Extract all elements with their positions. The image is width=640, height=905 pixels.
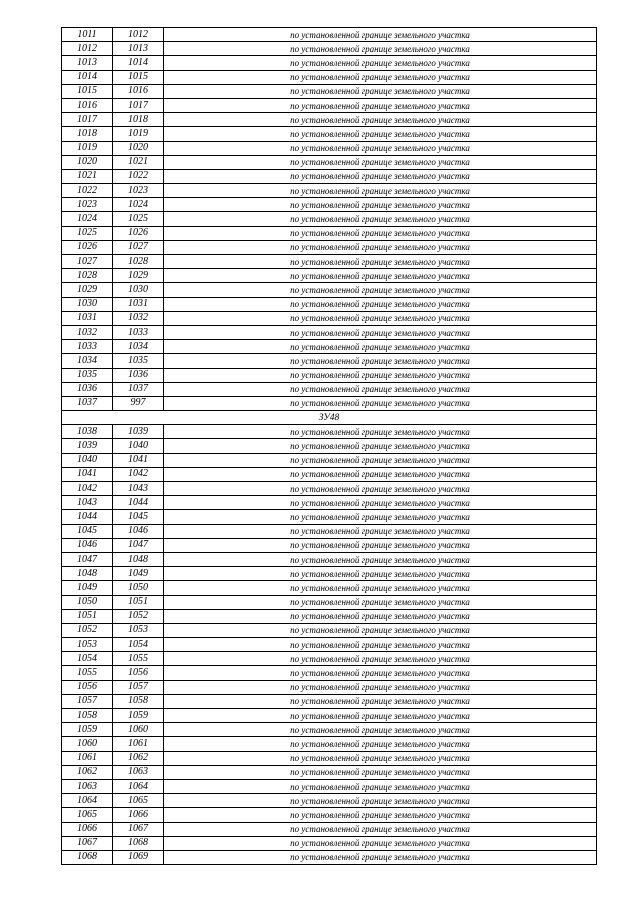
point-from-cell: 1023	[62, 198, 113, 212]
point-from-cell: 1046	[62, 538, 113, 552]
point-from-cell: 1040	[62, 453, 113, 467]
boundary-description-cell: по установленной границе земельного участка	[164, 638, 597, 652]
point-from-cell: 1033	[62, 340, 113, 354]
table-row	[62, 453, 597, 467]
point-to-cell: 1024	[113, 198, 164, 212]
point-from-cell: 1035	[62, 368, 113, 382]
point-from-cell: 1045	[62, 524, 113, 538]
point-to-cell: 1053	[113, 623, 164, 637]
table-row	[62, 425, 597, 439]
boundary-description-cell: по установленной границе земельного участка	[164, 524, 597, 538]
table-row	[62, 382, 597, 396]
point-from-cell: 1066	[62, 822, 113, 836]
table-row	[62, 524, 597, 538]
table-row	[62, 482, 597, 496]
boundary-description-cell: по установленной границе земельного участка	[164, 240, 597, 254]
point-from-cell: 1041	[62, 467, 113, 481]
boundary-description-cell: по установленной границе земельного участка	[164, 709, 597, 723]
point-to-cell: 1048	[113, 552, 164, 566]
point-to-cell: 1044	[113, 496, 164, 510]
table-row	[62, 340, 597, 354]
point-from-cell: 1021	[62, 169, 113, 183]
point-to-cell: 1013	[113, 42, 164, 56]
point-to-cell: 1020	[113, 141, 164, 155]
boundary-description-cell: по установленной границе земельного участка	[164, 836, 597, 850]
boundary-description-cell: по установленной границе земельного участка	[164, 283, 597, 297]
table-row	[62, 680, 597, 694]
point-from-cell: 1028	[62, 269, 113, 283]
point-to-cell: 1069	[113, 850, 164, 864]
point-from-cell: 1047	[62, 552, 113, 566]
boundary-description-cell: по установленной границе земельного участка	[164, 794, 597, 808]
boundary-description-cell: по установленной границе земельного участка	[164, 56, 597, 70]
boundary-description-cell: по установленной границе земельного участка	[164, 482, 597, 496]
table-row	[62, 269, 597, 283]
boundary-description-cell: по установленной границе земельного участка	[164, 368, 597, 382]
boundary-description-cell: по установленной границе земельного участка	[164, 311, 597, 325]
boundary-description-cell: по установленной границе земельного участка	[164, 255, 597, 269]
point-to-cell: 1025	[113, 212, 164, 226]
point-from-cell: 1026	[62, 240, 113, 254]
table-row	[62, 169, 597, 183]
table-row	[62, 709, 597, 723]
point-from-cell: 1032	[62, 325, 113, 339]
point-to-cell: 1056	[113, 666, 164, 680]
point-to-cell: 1045	[113, 510, 164, 524]
point-to-cell: 1066	[113, 808, 164, 822]
boundary-description-cell: по установленной границе земельного участка	[164, 169, 597, 183]
point-to-cell: 1018	[113, 113, 164, 127]
table-row	[62, 595, 597, 609]
table-row	[62, 184, 597, 198]
boundary-description-cell: по установленной границе земельного участка	[164, 779, 597, 793]
table-row	[62, 822, 597, 836]
point-from-cell: 1013	[62, 56, 113, 70]
point-from-cell: 1015	[62, 84, 113, 98]
point-from-cell: 1042	[62, 482, 113, 496]
boundary-description-cell: по установленной границе земельного участка	[164, 184, 597, 198]
boundary-description-cell: по установленной границе земельного участка	[164, 737, 597, 751]
point-from-cell: 1017	[62, 113, 113, 127]
point-from-cell: 1055	[62, 666, 113, 680]
point-from-cell: 1014	[62, 70, 113, 84]
table-row	[62, 496, 597, 510]
point-from-cell: 1068	[62, 850, 113, 864]
table-row	[62, 226, 597, 240]
point-from-cell: 1049	[62, 581, 113, 595]
point-to-cell: 1017	[113, 98, 164, 112]
table-row	[62, 155, 597, 169]
section-header-row	[62, 411, 597, 425]
table-body	[62, 28, 597, 865]
point-to-cell: 1051	[113, 595, 164, 609]
boundary-points-table	[61, 27, 597, 865]
point-from-cell: 1065	[62, 808, 113, 822]
point-to-cell: 1058	[113, 694, 164, 708]
boundary-description-cell: по установленной границе земельного участка	[164, 609, 597, 623]
point-to-cell: 1014	[113, 56, 164, 70]
point-to-cell: 1022	[113, 169, 164, 183]
table-row	[62, 666, 597, 680]
table-row	[62, 737, 597, 751]
boundary-description-cell: по установленной границе земельного участка	[164, 425, 597, 439]
point-from-cell: 1019	[62, 141, 113, 155]
boundary-description-cell: по установленной границе земельного участка	[164, 694, 597, 708]
table-row	[62, 354, 597, 368]
point-to-cell: 1047	[113, 538, 164, 552]
boundary-description-cell: по установленной границе земельного участка	[164, 822, 597, 836]
table-row	[62, 212, 597, 226]
point-from-cell: 1053	[62, 638, 113, 652]
table-row	[62, 325, 597, 339]
table-row	[62, 84, 597, 98]
boundary-description-cell: по установленной границе земельного участка	[164, 439, 597, 453]
boundary-description-cell: по установленной границе земельного участка	[164, 467, 597, 481]
point-to-cell: 1061	[113, 737, 164, 751]
table-row	[62, 255, 597, 269]
table-row	[62, 751, 597, 765]
table-row	[62, 396, 597, 410]
table-row	[62, 794, 597, 808]
boundary-description-cell: по установленной границе земельного участка	[164, 198, 597, 212]
point-from-cell: 1054	[62, 652, 113, 666]
table-row	[62, 467, 597, 481]
point-to-cell: 1023	[113, 184, 164, 198]
point-from-cell: 1012	[62, 42, 113, 56]
point-from-cell: 1058	[62, 709, 113, 723]
boundary-description-cell: по установленной границе земельного участка	[164, 212, 597, 226]
point-to-cell: 1012	[113, 28, 164, 42]
boundary-description-cell: по установленной границе земельного участка	[164, 765, 597, 779]
point-to-cell: 1064	[113, 779, 164, 793]
table-row	[62, 311, 597, 325]
table-row	[62, 42, 597, 56]
table-row	[62, 723, 597, 737]
point-to-cell: 1067	[113, 822, 164, 836]
boundary-description-cell: по установленной границе земельного участка	[164, 226, 597, 240]
point-from-cell: 1051	[62, 609, 113, 623]
boundary-description-cell: по установленной границе земельного участка	[164, 623, 597, 637]
boundary-description-cell: по установленной границе земельного участка	[164, 453, 597, 467]
point-to-cell: 1019	[113, 127, 164, 141]
table-row	[62, 113, 597, 127]
table-row	[62, 510, 597, 524]
point-to-cell: 1062	[113, 751, 164, 765]
point-to-cell: 1026	[113, 226, 164, 240]
point-to-cell: 1057	[113, 680, 164, 694]
point-from-cell: 1056	[62, 680, 113, 694]
point-from-cell: 1044	[62, 510, 113, 524]
point-from-cell: 1039	[62, 439, 113, 453]
boundary-description-cell: по установленной границе земельного участка	[164, 113, 597, 127]
point-to-cell: 1049	[113, 567, 164, 581]
boundary-description-cell: по установленной границе земельного участка	[164, 127, 597, 141]
table-row	[62, 609, 597, 623]
table-row	[62, 850, 597, 864]
point-to-cell: 1021	[113, 155, 164, 169]
point-to-cell: 1063	[113, 765, 164, 779]
table-row	[62, 439, 597, 453]
boundary-description-cell: по установленной границе земельного участка	[164, 552, 597, 566]
boundary-description-cell: по установленной границе земельного участка	[164, 269, 597, 283]
boundary-description-cell: по установленной границе земельного участка	[164, 680, 597, 694]
table-row	[62, 240, 597, 254]
section-title: ЗУ48	[62, 411, 597, 425]
table-row	[62, 70, 597, 84]
boundary-description-cell: по установленной границе земельного участка	[164, 382, 597, 396]
point-to-cell: 1040	[113, 439, 164, 453]
boundary-description-cell: по установленной границе земельного участка	[164, 808, 597, 822]
boundary-description-cell: по установленной границе земельного участка	[164, 354, 597, 368]
point-from-cell: 1034	[62, 354, 113, 368]
point-from-cell: 1036	[62, 382, 113, 396]
point-from-cell: 1027	[62, 255, 113, 269]
point-to-cell: 1068	[113, 836, 164, 850]
boundary-description-cell: по установленной границе земельного участка	[164, 325, 597, 339]
table-row	[62, 765, 597, 779]
point-from-cell: 1067	[62, 836, 113, 850]
table-row	[62, 297, 597, 311]
boundary-description-cell: по установленной границе земельного участка	[164, 28, 597, 42]
table-row	[62, 652, 597, 666]
point-from-cell: 1063	[62, 779, 113, 793]
point-to-cell: 1028	[113, 255, 164, 269]
point-to-cell: 1042	[113, 467, 164, 481]
point-to-cell: 1031	[113, 297, 164, 311]
table-row	[62, 98, 597, 112]
point-to-cell: 1052	[113, 609, 164, 623]
point-to-cell: 1055	[113, 652, 164, 666]
boundary-description-cell: по установленной границе земельного участка	[164, 42, 597, 56]
table-row	[62, 198, 597, 212]
boundary-description-cell: по установленной границе земельного участка	[164, 98, 597, 112]
point-to-cell: 1030	[113, 283, 164, 297]
table-row	[62, 694, 597, 708]
point-to-cell: 1034	[113, 340, 164, 354]
table-row	[62, 28, 597, 42]
point-from-cell: 1011	[62, 28, 113, 42]
point-to-cell: 1037	[113, 382, 164, 396]
boundary-description-cell: по установленной границе земельного участка	[164, 652, 597, 666]
point-from-cell: 1062	[62, 765, 113, 779]
table-row	[62, 836, 597, 850]
point-from-cell: 1020	[62, 155, 113, 169]
point-to-cell: 1043	[113, 482, 164, 496]
boundary-description-cell: по установленной границе земельного участка	[164, 84, 597, 98]
point-to-cell: 1016	[113, 84, 164, 98]
boundary-description-cell: по установленной границе земельного участка	[164, 155, 597, 169]
boundary-description-cell: по установленной границе земельного участка	[164, 496, 597, 510]
point-from-cell: 1064	[62, 794, 113, 808]
table-row	[62, 581, 597, 595]
point-to-cell: 1032	[113, 311, 164, 325]
point-to-cell: 1035	[113, 354, 164, 368]
table-row	[62, 808, 597, 822]
boundary-description-cell: по установленной границе земельного участка	[164, 70, 597, 84]
point-to-cell: 1059	[113, 709, 164, 723]
point-from-cell: 1031	[62, 311, 113, 325]
boundary-description-cell: по установленной границе земельного участка	[164, 567, 597, 581]
table-row	[62, 141, 597, 155]
point-to-cell: 1046	[113, 524, 164, 538]
point-to-cell: 1033	[113, 325, 164, 339]
point-from-cell: 1024	[62, 212, 113, 226]
point-from-cell: 1038	[62, 425, 113, 439]
table-row	[62, 623, 597, 637]
boundary-description-cell: по установленной границе земельного участка	[164, 581, 597, 595]
point-from-cell: 1025	[62, 226, 113, 240]
table-row	[62, 283, 597, 297]
point-to-cell: 1015	[113, 70, 164, 84]
boundary-description-cell: по установленной границе земельного участка	[164, 751, 597, 765]
table-row	[62, 638, 597, 652]
boundary-description-cell: по установленной границе земельного участка	[164, 666, 597, 680]
table-row	[62, 127, 597, 141]
table-row	[62, 368, 597, 382]
point-from-cell: 1059	[62, 723, 113, 737]
point-from-cell: 1052	[62, 623, 113, 637]
point-to-cell: 1039	[113, 425, 164, 439]
point-from-cell: 1022	[62, 184, 113, 198]
point-from-cell: 1050	[62, 595, 113, 609]
boundary-description-cell: по установленной границе земельного участка	[164, 850, 597, 864]
point-to-cell: 1050	[113, 581, 164, 595]
point-to-cell: 1029	[113, 269, 164, 283]
point-from-cell: 1061	[62, 751, 113, 765]
point-to-cell: 1036	[113, 368, 164, 382]
point-from-cell: 1037	[62, 396, 113, 410]
table-row	[62, 538, 597, 552]
point-from-cell: 1030	[62, 297, 113, 311]
boundary-description-cell: по установленной границе земельного участка	[164, 340, 597, 354]
table-row	[62, 56, 597, 70]
point-from-cell: 1016	[62, 98, 113, 112]
boundary-description-cell: по установленной границе земельного участка	[164, 595, 597, 609]
point-from-cell: 1029	[62, 283, 113, 297]
point-to-cell: 1065	[113, 794, 164, 808]
point-from-cell: 1043	[62, 496, 113, 510]
boundary-description-cell: по установленной границе земельного участка	[164, 538, 597, 552]
table-row	[62, 567, 597, 581]
point-to-cell: 1041	[113, 453, 164, 467]
point-to-cell: 1027	[113, 240, 164, 254]
point-to-cell: 1060	[113, 723, 164, 737]
boundary-description-cell: по установленной границе земельного участка	[164, 396, 597, 410]
boundary-description-cell: по установленной границе земельного участка	[164, 510, 597, 524]
boundary-description-cell: по установленной границе земельного участка	[164, 141, 597, 155]
point-from-cell: 1057	[62, 694, 113, 708]
point-from-cell: 1018	[62, 127, 113, 141]
point-from-cell: 1060	[62, 737, 113, 751]
boundary-description-cell: по установленной границе земельного участка	[164, 297, 597, 311]
table-row	[62, 779, 597, 793]
point-to-cell: 997	[113, 396, 164, 410]
table-row	[62, 552, 597, 566]
point-from-cell: 1048	[62, 567, 113, 581]
boundary-description-cell: по установленной границе земельного участка	[164, 723, 597, 737]
point-to-cell: 1054	[113, 638, 164, 652]
